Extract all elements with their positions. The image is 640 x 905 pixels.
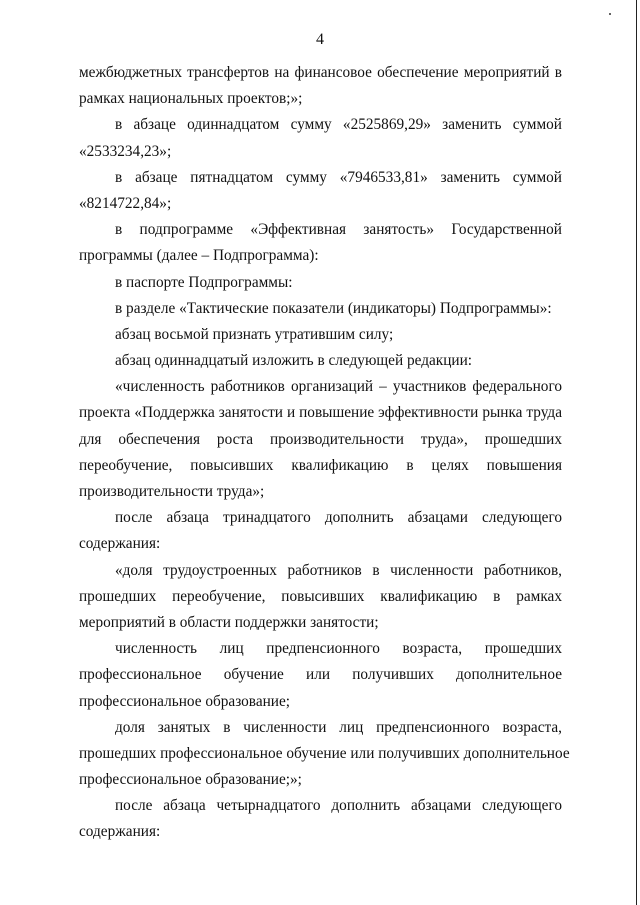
text-line: в паспорте Подпрограммы: [115, 273, 293, 291]
text-line: «доля трудоустроенных работников в численности работников, [115, 561, 562, 579]
text-line: в абзаце одиннадцатом сумму «2525869,29» заменить суммой [115, 116, 562, 134]
text-line: для обеспечения роста производительности труда», прошедших [79, 430, 562, 448]
text-line: после абзаца тринадцатого дополнить абзацами следующего [115, 509, 562, 527]
text-line: доля занятых в численности лиц предпенсионного возраста, [115, 718, 562, 736]
text-line: профессиональное образование; [79, 692, 291, 710]
text-line: в разделе «Тактические показатели (индикаторы) Подпрограммы»: [115, 299, 552, 317]
text-line: «8214722,84»; [79, 194, 172, 212]
text-line: рамках национальных проектов;»; [79, 90, 303, 108]
text-line: межбюджетных трансфертов на финансовое обеспечение мероприятий в [79, 64, 562, 81]
text-line: прошедших профессиональное обучение или получивших дополнительное [79, 744, 570, 762]
text-line: профессиональное образование;»; [79, 771, 302, 789]
scan-right-edge [636, 0, 637, 905]
text-line: переобучение, повысивших квалификацию в целях повышения [79, 456, 562, 474]
text-line: абзац одиннадцатый изложить в следующей редакции: [115, 352, 473, 370]
text-line: в абзаце пятнадцатом сумму «7946533,81» заменить суммой [115, 168, 562, 186]
text-line: абзац восьмой признать утратившим силу; [115, 325, 394, 343]
text-line: производительности труда»; [79, 483, 265, 500]
text-line: прошедших переобучение, повысивших квалификацию в рамках [79, 587, 562, 605]
text-line: «2533234,23»; [79, 142, 172, 160]
text-line: содержания: [79, 823, 161, 841]
scan-speck [609, 13, 611, 15]
text-line: после абзаца четырнадцатого дополнить абзацами следующего [115, 797, 562, 815]
text-line: мероприятий в области поддержки занятости; [79, 613, 379, 631]
text-line: «численность работников организаций – участников федерального [115, 378, 562, 396]
page-number: 4 [316, 31, 324, 48]
text-line: в подпрограмме «Эффективная занятость» Государственной [115, 221, 562, 239]
text-line: профессиональное обучение или получивших дополнительное [79, 666, 562, 684]
text-line: проекта «Поддержка занятости и повышение эффективности рынка труда [79, 404, 562, 422]
text-line: содержания: [79, 535, 161, 553]
document-body [79, 60, 570, 846]
text-line: программы (далее – Подпрограмма): [79, 247, 319, 265]
text-line: численность лиц предпенсионного возраста, прошедших [115, 640, 562, 658]
